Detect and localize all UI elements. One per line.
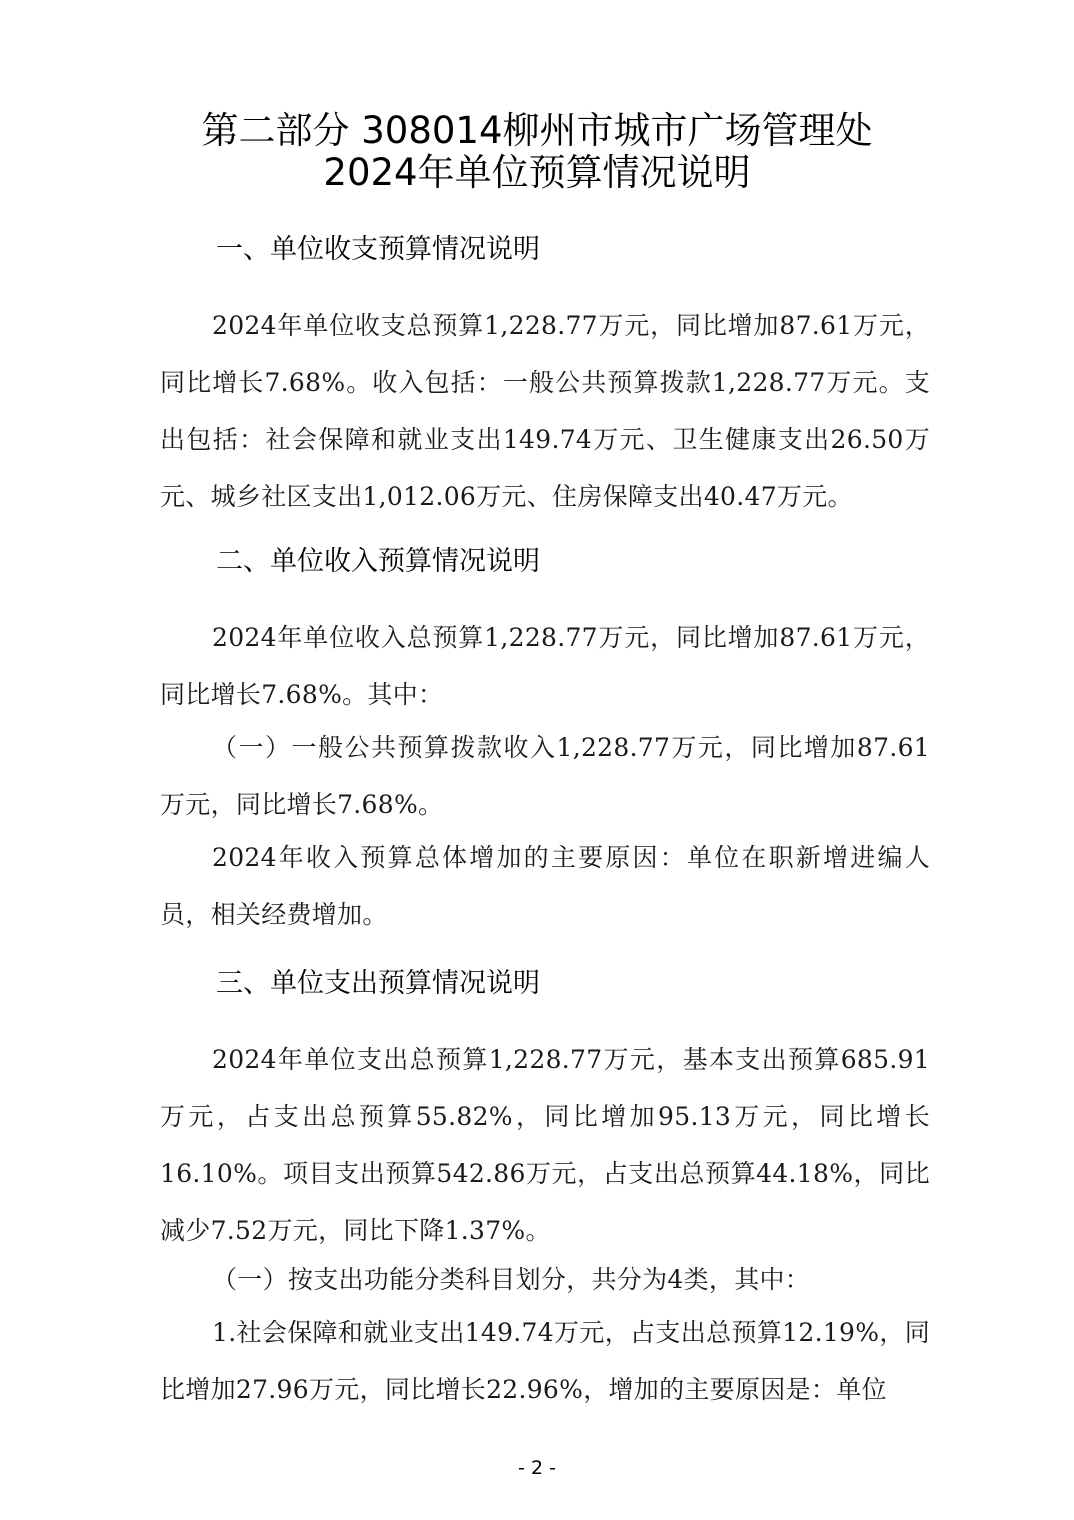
section-3-paragraph-3: 1.社会保障和就业支出149.74万元，占支出总预算12.19%，同比增加27.96万元，同比增长22.96%，增加的主要原因是：单位	[160, 1318, 930, 1404]
section-heading-3: 三、单位支出预算情况说明	[216, 968, 540, 999]
section-3-paragraph-1: 2024年单位支出总预算1,228.77万元，基本支出预算685.91万元，占支出总预算55.82%，同比增加95.13万元，同比增长16.10%。项目支出预算542.86万元，占支出总预算44.18%，同比减少7.52万元，同比下降1.37%。	[160, 1045, 930, 1245]
section-3-paragraph-2: （一）按支出功能分类科目划分，共分为4类，其中：	[212, 1265, 811, 1294]
section-1-paragraph-1: 2024年单位收支总预算1,228.77万元，同比增加87.61万元，同比增长7.68%。收入包括：一般公共预算拨款1,228.77万元。支出包括：社会保障和就业支出149.74万元、卫生健康支出26.50万元、城乡社区支出1,012.06万元、住房保障支出40.47万元。	[160, 311, 930, 511]
document-title-line-2: 2024年单位预算情况说明	[323, 151, 751, 194]
section-heading-1: 一、单位收支预算情况说明	[216, 234, 540, 265]
section-2-paragraph-2: （一）一般公共预算拨款收入1,228.77万元，同比增加87.61万元，同比增长7.68%。	[160, 733, 930, 819]
section-2-paragraph-1: 2024年单位收入总预算1,228.77万元，同比增加87.61万元，同比增长7.68%。其中：	[160, 623, 930, 709]
section-heading-2: 二、单位收入预算情况说明	[216, 546, 540, 577]
document-title-line-1: 第二部分 308014柳州市城市广场管理处	[201, 109, 873, 152]
section-2-paragraph-3: 2024年收入预算总体增加的主要原因：单位在职新增进编人员，相关经费增加。	[160, 843, 930, 929]
page-number: - 2 -	[518, 1457, 556, 1479]
